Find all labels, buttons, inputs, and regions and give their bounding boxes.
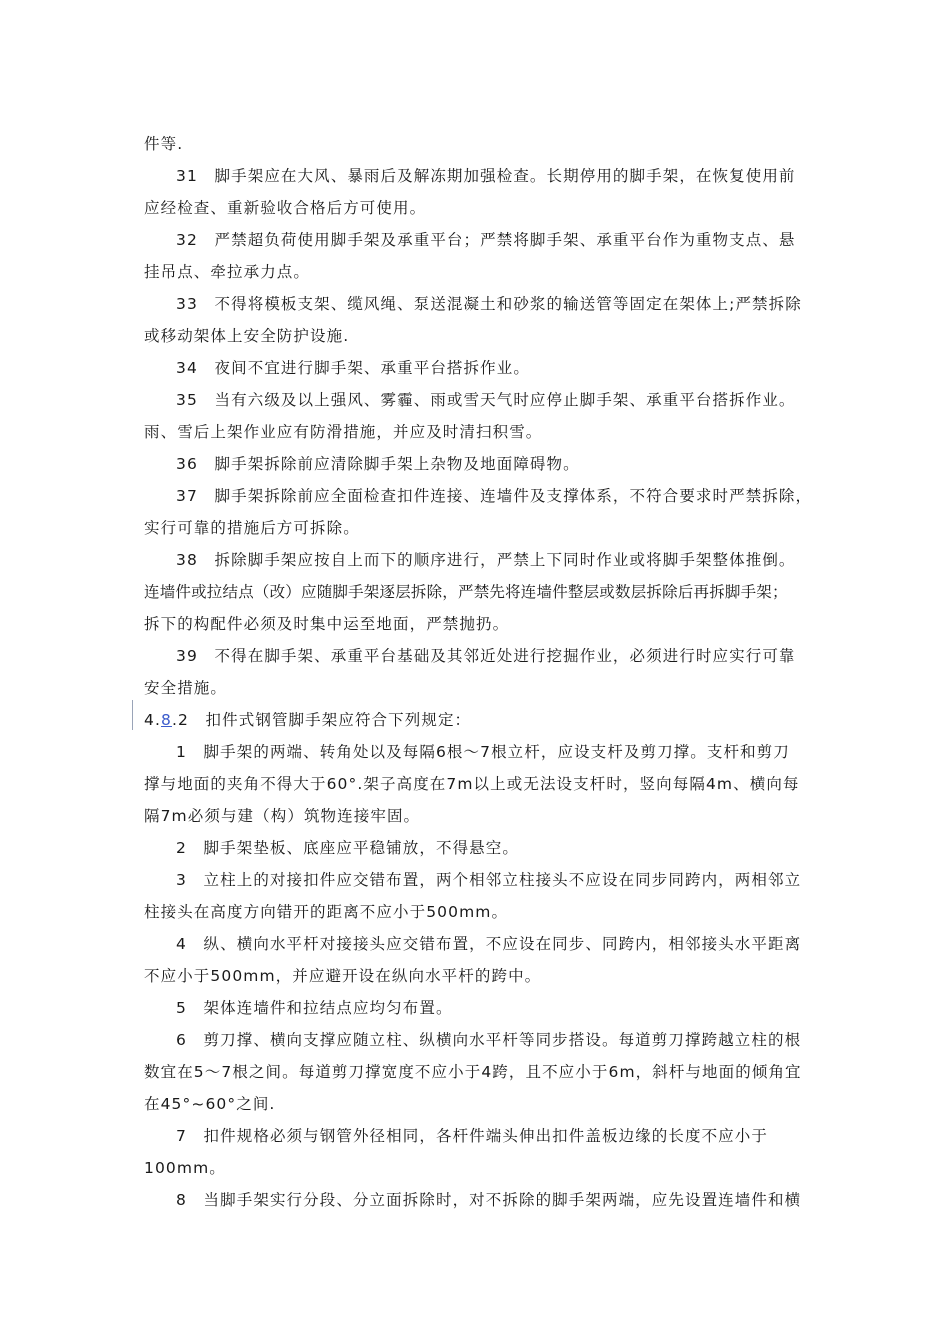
rule-1-cont-2 — [144, 804, 420, 828]
rule-4-cont — [144, 964, 541, 988]
clause-35 — [176, 388, 796, 412]
line-text: 38 拆除脚手架应按自上而下的顺序进行，严禁上下同时作业或将脚手架整体推倒。 — [176, 551, 796, 569]
line-text: 39 不得在脚手架、承重平台基础及其邻近处进行挖掘作业，必须进行时应实行可靠 — [176, 647, 796, 665]
clause-37-cont — [144, 516, 360, 540]
rule-1 — [176, 740, 790, 764]
line-text: 数宜在5～7根之间。每道剪刀撑宽度不应小于4跨，且不应小于6m，斜杆与地面的倾角宜 — [144, 1063, 802, 1081]
line-text: 37 脚手架拆除前应全面检查扣件连接、连墙件及支撑体系，不符合要求时严禁拆除， — [176, 487, 813, 505]
clause-33-cont — [144, 324, 349, 348]
paragraph-continuation — [144, 132, 183, 156]
line-text: 安全措施。 — [144, 679, 228, 697]
line-text: 100mm。 — [144, 1159, 226, 1177]
line-text: 5 架体连墙件和拉结点应均匀布置。 — [176, 999, 453, 1017]
line-text: 32 严禁超负荷使用脚手架及承重平台；严禁将脚手架、承重平台作为重物支点、悬 — [176, 231, 796, 249]
revision-marker — [132, 700, 133, 730]
clause-38 — [176, 548, 796, 572]
rule-2 — [176, 836, 519, 860]
line-text: 实行可靠的措施后方可拆除。 — [144, 519, 360, 537]
rule-4 — [176, 932, 801, 956]
line-text: 雨、雪后上架作业应有防滑措施，并应及时清扫积雪。 — [144, 423, 543, 441]
line-text: 柱接头在高度方向错开的距离不应小于500mm。 — [144, 903, 509, 921]
rule-8 — [176, 1188, 801, 1212]
rule-6-cont-2 — [144, 1092, 275, 1116]
rule-6 — [176, 1028, 801, 1052]
clause-33 — [176, 292, 802, 316]
rule-3-cont — [144, 900, 508, 924]
section-heading-text: .2 扣件式钢管脚手架应符合下列规定： — [171, 711, 472, 729]
line-text: 隔7m必须与建（构）筑物连接牢固。 — [144, 807, 421, 825]
rule-1-cont-1 — [144, 772, 800, 796]
line-text: 在45°~60°之间. — [144, 1095, 276, 1113]
line-text: 2 脚手架垫板、底座应平稳铺放，不得悬空。 — [176, 839, 519, 857]
rule-5 — [176, 996, 453, 1020]
section-heading-4-8-2 — [144, 708, 471, 732]
clause-36 — [176, 452, 580, 476]
line-text: 件等. — [144, 135, 184, 153]
line-text: 应经检查、重新验收合格后方可使用。 — [144, 199, 427, 217]
line-text: 33 不得将模板支架、缆风绳、泵送混凝土和砂浆的输送管等固定在架体上;严禁拆除 — [176, 295, 802, 313]
line-text: 4 纵、横向水平杆对接接头应交错布置，不应设在同步、同跨内，相邻接头水平距离 — [176, 935, 802, 953]
line-text: 拆下的构配件必须及时集中运至地面，严禁抛扔。 — [144, 615, 510, 633]
clause-31 — [176, 164, 796, 188]
line-text: 31 脚手架应在大风、暴雨后及解冻期加强检查。长期停用的脚手架，在恢复使用前 — [176, 167, 796, 185]
line-text: 或移动架体上安全防护设施. — [144, 327, 350, 345]
clause-34 — [176, 356, 530, 380]
clause-31-cont — [144, 196, 426, 220]
section-number-link[interactable]: 8 — [161, 711, 172, 729]
line-text: 连墙件或拉结点（改）应随脚手架逐层拆除，严禁先将连墙件整层或数层拆除后再拆脚手架； — [144, 583, 788, 601]
rule-3 — [176, 868, 801, 892]
line-text: 7 扣件规格必须与钢管外径相同，各杆件端头伸出扣件盖板边缘的长度不应小于 — [176, 1127, 768, 1145]
clause-37 — [176, 484, 812, 508]
clause-32-cont — [144, 260, 310, 284]
rule-7 — [176, 1124, 768, 1148]
line-text: 6 剪刀撑、横向支撑应随立柱、纵横向水平杆等同步搭设。每道剪刀撑跨越立柱的根 — [176, 1031, 802, 1049]
clause-32 — [176, 228, 796, 252]
clause-39 — [176, 644, 796, 668]
section-number-prefix: 4. — [144, 711, 161, 729]
line-text: 35 当有六级及以上强风、雾霾、雨或雪天气时应停止脚手架、承重平台搭拆作业。 — [176, 391, 796, 409]
clause-39-cont — [144, 676, 227, 700]
clause-38-cont-1 — [144, 580, 788, 604]
line-text: 36 脚手架拆除前应清除脚手架上杂物及地面障碍物。 — [176, 455, 580, 473]
clause-38-cont-2 — [144, 612, 509, 636]
line-text: 撑与地面的夹角不得大于60°.架子高度在7m以上或无法设支杆时，竖向每隔4m、横向每 — [144, 775, 800, 793]
line-text: 不应小于500mm，并应避开设在纵向水平杆的跨中。 — [144, 967, 542, 985]
clause-35-cont — [144, 420, 542, 444]
rule-6-cont-1 — [144, 1060, 802, 1084]
rule-7-cont — [144, 1156, 226, 1180]
line-text: 34 夜间不宜进行脚手架、承重平台搭拆作业。 — [176, 359, 530, 377]
line-text: 挂吊点、牵拉承力点。 — [144, 263, 311, 281]
line-text: 1 脚手架的两端、转角处以及每隔6根～7根立杆，应设支杆及剪刀撑。支杆和剪刀 — [176, 743, 790, 761]
line-text: 8 当脚手架实行分段、分立面拆除时，对不拆除的脚手架两端，应先设置连墙件和横 — [176, 1191, 802, 1209]
line-text: 3 立柱上的对接扣件应交错布置，两个相邻立柱接头不应设在同步同跨内，两相邻立 — [176, 871, 802, 889]
